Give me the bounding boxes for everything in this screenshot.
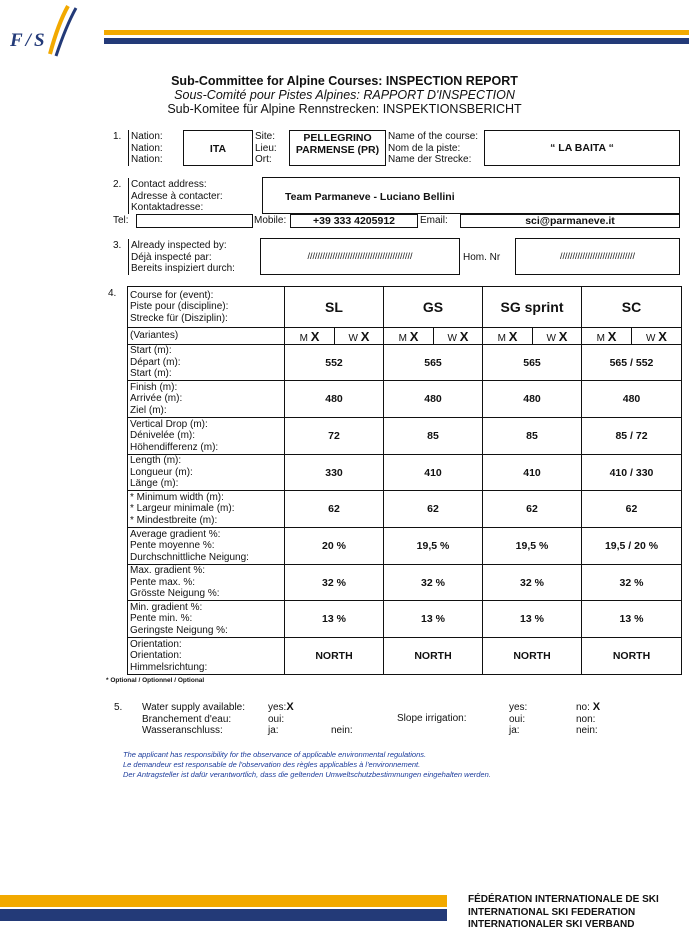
table-cell[interactable]: 565 / 552 — [582, 345, 682, 381]
table-cell[interactable]: 32 % — [384, 565, 483, 601]
table-cell[interactable]: 13 % — [384, 601, 483, 638]
variant-w-cell[interactable]: W X — [632, 328, 682, 345]
table-cell[interactable]: 85 — [384, 418, 483, 455]
contact-labels: Contact address: Adresse à contacter: Kontaktadresse: — [131, 179, 223, 213]
table-cell[interactable]: 552 — [285, 345, 384, 381]
variant-m-cell[interactable]: M X — [285, 328, 335, 345]
table-row: * Minimum width (m): * Largeur minimale (m): * Mindestbreite (m): 62 62 62 62 — [128, 491, 682, 528]
table-row: Start (m): Départ (m): Start (m): 552 565 565 565 / 552 — [128, 345, 682, 381]
water-no-label[interactable]: nein: — [331, 725, 353, 736]
table-cell[interactable]: 32 % — [285, 565, 384, 601]
table-cell[interactable]: 480 — [384, 381, 483, 418]
site-labels: Site: Lieu: Ort: — [255, 131, 277, 165]
discipline-header: SL — [285, 287, 384, 328]
table-row: Min. gradient %: Pente min. %: Geringste Neigung %: 13 % 13 % 13 % 13 % — [128, 601, 682, 638]
discipline-header: SC — [582, 287, 682, 328]
footer-stripe-navy — [0, 909, 447, 921]
hom-value: ////////////////////////////// — [559, 251, 635, 261]
title-fr: Sous-Comité pour Pistes Alpines: RAPPORT D'INSPECTION — [174, 88, 515, 102]
section1-divider — [128, 130, 129, 166]
fis-logo — [8, 4, 98, 62]
irrigation-no-labels[interactable]: no: X non: nein: — [576, 701, 601, 736]
table-row: Finish (m): Arrivée (m): Ziel (m): 480 480 480 480 — [128, 381, 682, 418]
section4-number: 4. — [108, 288, 117, 299]
table-cell[interactable]: NORTH — [285, 638, 384, 675]
email-field[interactable] — [460, 214, 680, 228]
table-cell[interactable]: 62 — [384, 491, 483, 528]
tel-field[interactable] — [136, 214, 253, 228]
variant-m-cell[interactable]: M X — [582, 328, 632, 345]
environment-note: The applicant has responsibility for the observance of applicable environmental regulations. Le demandeur est responsable de l'observation des règles applicables à l'environnement. Der Antragsteller ist dafür verantwortlich, dass die geltenden Umweltschutzbestimmungen eingehalten werden. — [123, 750, 491, 779]
table-cell[interactable]: 32 % — [582, 565, 682, 601]
table-cell[interactable]: 62 — [483, 491, 582, 528]
footer-federation: FÉDÉRATION INTERNATIONALE DE SKI INTERNATIONAL SKI FEDERATION INTERNATIONALER SKI VERBAND — [468, 894, 659, 930]
mobile-label: Mobile: — [254, 215, 287, 226]
title-de: Sub-Komitee für Alpine Rennstrecken: INSPEKTIONSBERICHT — [167, 102, 522, 116]
section3-number: 3. — [113, 240, 122, 251]
variant-m-cell[interactable]: M X — [384, 328, 434, 345]
table-cell[interactable]: 62 — [582, 491, 682, 528]
table-cell[interactable]: 19,5 / 20 % — [582, 528, 682, 565]
optional-note: * Optional / Optionnel / Optional — [106, 677, 205, 684]
variants-label: (Variantes) — [128, 328, 285, 345]
contact-field[interactable] — [262, 177, 680, 214]
course-data-table — [127, 286, 682, 675]
variant-w-cell[interactable]: W X — [434, 328, 483, 345]
discipline-header: GS — [384, 287, 483, 328]
table-cell[interactable]: 62 — [285, 491, 384, 528]
table-cell[interactable]: 85 — [483, 418, 582, 455]
contact-value: Team Parmaneve - Luciano Bellini — [285, 191, 455, 203]
section5-number: 5. — [114, 702, 123, 713]
table-cell[interactable]: 72 — [285, 418, 384, 455]
water-yes-labels[interactable]: yes:X oui: ja: — [268, 701, 294, 736]
email-label: Email: — [420, 215, 448, 226]
email-value: sci@parmaneve.it — [525, 215, 615, 227]
table-cell[interactable]: NORTH — [582, 638, 682, 675]
event-label-cell: Course for (event): Piste pour (discipline): Strecke für (Disziplin): — [128, 287, 285, 328]
title-en: Sub-Committee for Alpine Courses: INSPECTION REPORT — [171, 74, 518, 88]
table-cell[interactable]: 330 — [285, 455, 384, 491]
section1-number: 1. — [113, 131, 122, 142]
mobile-value: +39 333 4205912 — [312, 215, 396, 227]
site-value: PELLEGRINO PARMENSE (PR) — [295, 132, 380, 156]
table-cell[interactable]: 565 — [483, 345, 582, 381]
table-cell[interactable]: NORTH — [483, 638, 582, 675]
table-cell[interactable]: 13 % — [483, 601, 582, 638]
nation-field[interactable] — [183, 130, 253, 166]
header-stripe-navy — [104, 38, 689, 44]
logo-text: F/S — [10, 30, 48, 51]
tel-label: Tel: — [113, 215, 129, 226]
section2-divider — [128, 178, 129, 214]
course-name-value: “ LA BAITA “ — [550, 142, 614, 154]
hom-label: Hom. Nr — [463, 252, 501, 263]
table-cell[interactable]: 410 — [483, 455, 582, 491]
nation-value: ITA — [209, 143, 227, 155]
table-row: Orientation: Orientation: Himmelsrichtung: NORTH NORTH NORTH NORTH — [128, 638, 682, 675]
variant-w-cell[interactable]: W X — [335, 328, 384, 345]
table-cell[interactable]: 19,5 % — [384, 528, 483, 565]
inspected-by-field[interactable] — [260, 238, 460, 275]
table-cell[interactable]: 410 — [384, 455, 483, 491]
course-name-field[interactable] — [484, 130, 680, 166]
nation-labels: Nation: Nation: Nation: — [131, 131, 163, 165]
header-stripe-gold — [104, 30, 689, 35]
variant-m-cell[interactable]: M X — [483, 328, 533, 345]
table-cell[interactable]: NORTH — [384, 638, 483, 675]
section3-divider — [128, 239, 129, 275]
table-cell[interactable]: 13 % — [582, 601, 682, 638]
table-row: Vertical Drop (m): Dénivelée (m): Höhendifferenz (m): 72 85 85 85 / 72 — [128, 418, 682, 455]
table-cell[interactable]: 410 / 330 — [582, 455, 682, 491]
footer-stripe-gold — [0, 895, 447, 907]
irrigation-label: Slope irrigation: — [397, 713, 467, 724]
table-cell[interactable]: 480 — [483, 381, 582, 418]
table-cell[interactable]: 480 — [582, 381, 682, 418]
table-cell[interactable]: 85 / 72 — [582, 418, 682, 455]
water-labels: Water supply available: Branchement d'eau: Wasseranschluss: — [142, 702, 246, 736]
hom-field[interactable] — [515, 238, 680, 275]
discipline-header: SG sprint — [483, 287, 582, 328]
irrigation-yes-labels[interactable]: yes: oui: ja: — [509, 702, 528, 736]
mobile-field[interactable] — [290, 214, 418, 228]
table-cell[interactable]: 19,5 % — [483, 528, 582, 565]
section2-number: 2. — [113, 179, 122, 190]
table-cell[interactable]: 480 — [285, 381, 384, 418]
table-row: Average gradient %: Pente moyenne %: Durchschnittliche Neigung: 20 % 19,5 % 19,5 % 19,5 / 20 % — [128, 528, 682, 565]
inspected-labels: Already inspected by: Déjà inspecté par: Bereits inspiziert durch: — [131, 240, 235, 274]
table-cell[interactable]: 13 % — [285, 601, 384, 638]
table-cell[interactable]: 20 % — [285, 528, 384, 565]
course-labels: Name of the course: Nom de la piste: Name der Strecke: — [388, 131, 479, 165]
site-field[interactable] — [289, 130, 386, 166]
table-row: Length (m): Longueur (m): Länge (m): 330 410 410 410 / 330 — [128, 455, 682, 491]
table-row: Max. gradient %: Pente max. %: Grösste Neigung %: 32 % 32 % 32 % 32 % — [128, 565, 682, 601]
variant-w-cell[interactable]: W X — [533, 328, 582, 345]
table-cell[interactable]: 32 % — [483, 565, 582, 601]
inspected-by-value: ////////////////////////////////////////// — [307, 251, 413, 261]
table-cell[interactable]: 565 — [384, 345, 483, 381]
